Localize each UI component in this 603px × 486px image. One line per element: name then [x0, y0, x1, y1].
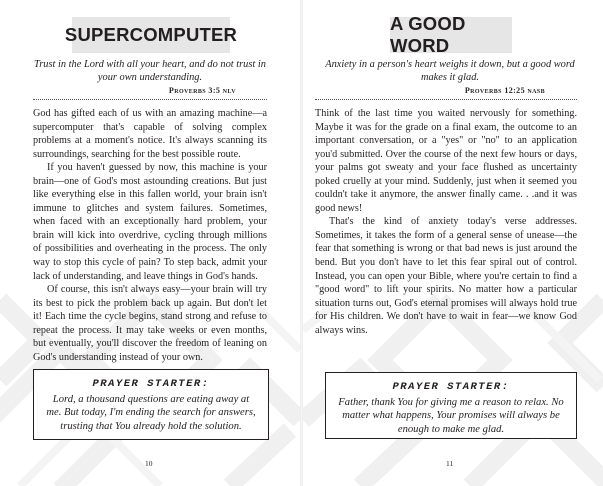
- right-page-number: 11: [446, 459, 454, 468]
- right-dotted-divider: [315, 99, 577, 100]
- left-page: [0, 0, 300, 486]
- right-title-banner: [390, 13, 512, 56]
- right-page-title: A GOOD WORD: [390, 13, 466, 56]
- left-verse-reference: Proverbs 3:5 nlv: [168, 85, 236, 95]
- right-prayer-text: Father, thank You for giving me a reason to relax. No matter what happens, Your promises will always be enough to make me glad.: [338, 397, 564, 435]
- right-paragraph: That's the kind of anxiety today's verse addresses. Sometimes, it takes the form of a general sense of unease—the fear that something is wrong or that bad news is just around the bend. But you don't have to let this fear spiral out of control. Instead, you can open your Bible, where you're certain to find a "good word" to lift your spirits. No matter how a particular situation turns out, God's eternal promises will always hold true for His children. We don't have to wait in fear—we know God always wins.: [315, 216, 577, 336]
- left-dotted-divider: [33, 99, 267, 100]
- right-prayer-title: PRAYER STARTER:: [392, 381, 510, 393]
- left-paragraph: God has gifted each of us with an amazing machine—a supercomputer that's capable of solving complex problems at a moment's notice. It's always scanning its surroundings, searching for the best possible route.: [33, 108, 267, 160]
- left-page-title: SUPERCOMPUTER: [64, 24, 238, 45]
- left-verse-text: Trust in the Lord with all your heart, and do not trust in your own understanding.: [34, 59, 266, 84]
- left-prayer-text: Lord, a thousand questions are eating away at me. But today, I'm ending the search for answers, trusting that You already hold the solution.: [46, 394, 256, 432]
- right-prayer-box: [325, 372, 577, 439]
- left-paragraph: Of course, this isn't always easy—your brain will try its best to pick the problem back up again. But don't let it! Each time the cycle begins, stand strong and refuse to repeat the process. It may take weeks or even months, but eventually, you'll discover the freedom of leaning on God's understanding instead of your own.: [33, 284, 267, 363]
- right-paragraph: Think of the last time you waited nervously for something. Maybe it was for the grade on a final exam, the outcome to an important conversation, or a "yes" or "no" to an application you'd submitted. Over the course of the next few hours or days, your palms got sweaty and your face flushed as uncertainty poked cruelly at your mind. Suddenly, just when it seemed you couldn't take it anymore, the answer finally came. . .and it was good news!: [315, 108, 577, 214]
- right-verse: [325, 58, 575, 97]
- right-verse-text: Anxiety in a person's heart weighs it down, but a good word makes it glad.: [325, 59, 575, 84]
- left-prayer-box: [33, 369, 269, 440]
- left-verse: [30, 58, 270, 97]
- left-prayer-title: PRAYER STARTER:: [92, 378, 210, 390]
- left-body-text: [33, 107, 267, 364]
- right-page: [303, 0, 603, 486]
- right-body-text: [315, 107, 577, 337]
- left-paragraph: If you haven't guessed by now, this machine is your brain—one of God's most astounding creations. But just like everything else in this fallen world, your brain isn't immune to glitches and system failures. Sometimes, when faced with an exceptionally hard problem, your brain will kick into overdrive, cycling through millions of possibilities and overheating in the process. The only way to stop this cycle of pain? To step back, admit your lack of understanding, and leave things in God's hands.: [33, 162, 267, 282]
- left-title-banner: [64, 17, 238, 53]
- left-page-number: 10: [145, 459, 153, 468]
- right-verse-reference: Proverbs 12:25 nasb: [464, 85, 545, 95]
